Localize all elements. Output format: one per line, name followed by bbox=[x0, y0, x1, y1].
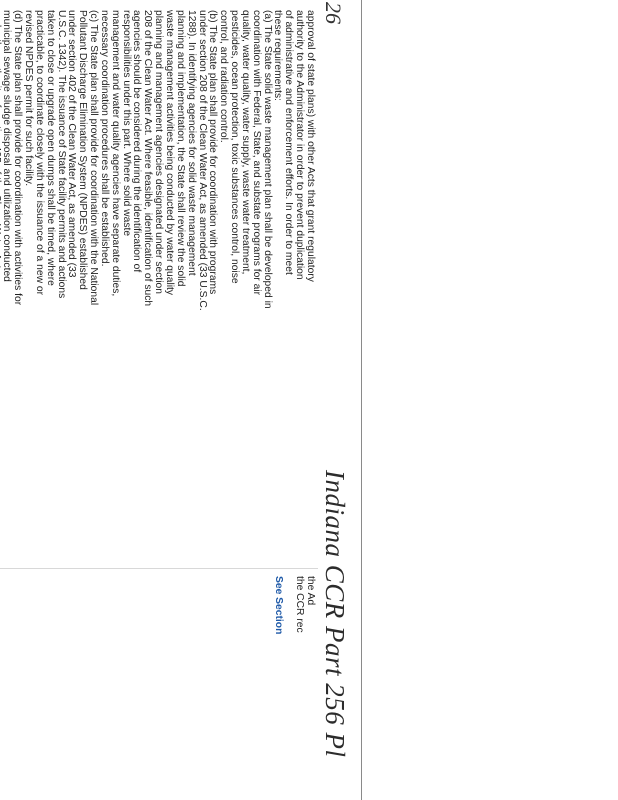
body-text-line: necessary coordination procedures shall be established. bbox=[98, 10, 110, 267]
body-text-column bbox=[0, 10, 315, 562]
body-text-line: of administrative and enforcement efforts. In order to meet bbox=[283, 10, 295, 275]
body-text-line: (d) The State plan shall provide for coordination with activities for bbox=[12, 10, 24, 306]
body-text-line: municipal sewage sludge disposal and utilization conducted bbox=[1, 10, 13, 282]
column-gutter bbox=[0, 568, 318, 569]
body-text-line: approval of state plans) with other Acts that grant regulatory bbox=[305, 10, 316, 282]
see-section-link[interactable]: See Section bbox=[273, 576, 285, 635]
running-head: Indiana CCR Part 256 Pl bbox=[320, 470, 350, 758]
right-column-line: the CCR rec bbox=[294, 576, 306, 633]
body-text-line: coordination with Federal, State, and substate programs for air bbox=[250, 10, 262, 296]
body-text-line: 208 of the Clean Water Act. Where feasible, identification of such bbox=[142, 10, 154, 307]
body-text-line: waste management activities being conducted by water quality bbox=[164, 10, 176, 296]
body-text-line: Pollutant Discharge Elimination System (NPDES) established bbox=[77, 10, 89, 290]
body-text-line: quality, water quality, water supply, waste water treatment, bbox=[239, 10, 251, 275]
body-text-line: management and water quality agencies have separate duties, bbox=[109, 10, 121, 297]
body-text-line: (a) The State solid waste management plan shall be developed in bbox=[261, 10, 273, 309]
body-text-line: pesticides, ocean protection, toxic substances control, noise bbox=[229, 10, 241, 284]
header-rule bbox=[361, 0, 362, 800]
body-text-line: responsibilities under this part. Where solid waste bbox=[120, 10, 132, 237]
body-text-line: under section 208 of the Clean Water Act, as amended (33 U.S.C. bbox=[196, 10, 208, 311]
body-text-line: (b) The State plan shall provide for coordination with programs bbox=[207, 10, 219, 295]
page-number: 26 bbox=[321, 2, 346, 24]
body-text-line: agencies should be considered during the identification of bbox=[131, 10, 143, 273]
body-text-line: authority to the Administrator in order to prevent duplication bbox=[294, 10, 306, 280]
body-text-line: planning and implementation, the State shall review the solid bbox=[174, 10, 186, 287]
body-text-line: these requirements: bbox=[272, 10, 284, 102]
body-text-line: 1288). In identifying agencies for solid waste management bbox=[185, 10, 197, 276]
body-text-line: practicable, to coordinate closely with the issuance of a new or bbox=[33, 10, 45, 296]
body-text-line: planning and management agencies designated under section bbox=[153, 10, 165, 294]
body-text-line: control, and radiation control. bbox=[218, 10, 230, 143]
body-text-line: revised NPDES permit for such facility. bbox=[23, 10, 35, 187]
blank-margin bbox=[363, 0, 618, 800]
body-text-line: under section 402 of the Clean Water Act, as amended (33 bbox=[66, 10, 78, 278]
right-text-column bbox=[272, 576, 315, 800]
body-text-line: taken to close or upgrade open dumps shall be timed, where bbox=[44, 10, 56, 286]
body-text-line bbox=[0, 10, 1, 562]
body-text-line: U.S.C. 1342). The issuance of State facility permits and actions bbox=[55, 10, 67, 299]
body-text-line: (c) The State plan shall provide for coordination with the National bbox=[88, 10, 100, 306]
right-column-line: the Ad bbox=[305, 576, 316, 606]
